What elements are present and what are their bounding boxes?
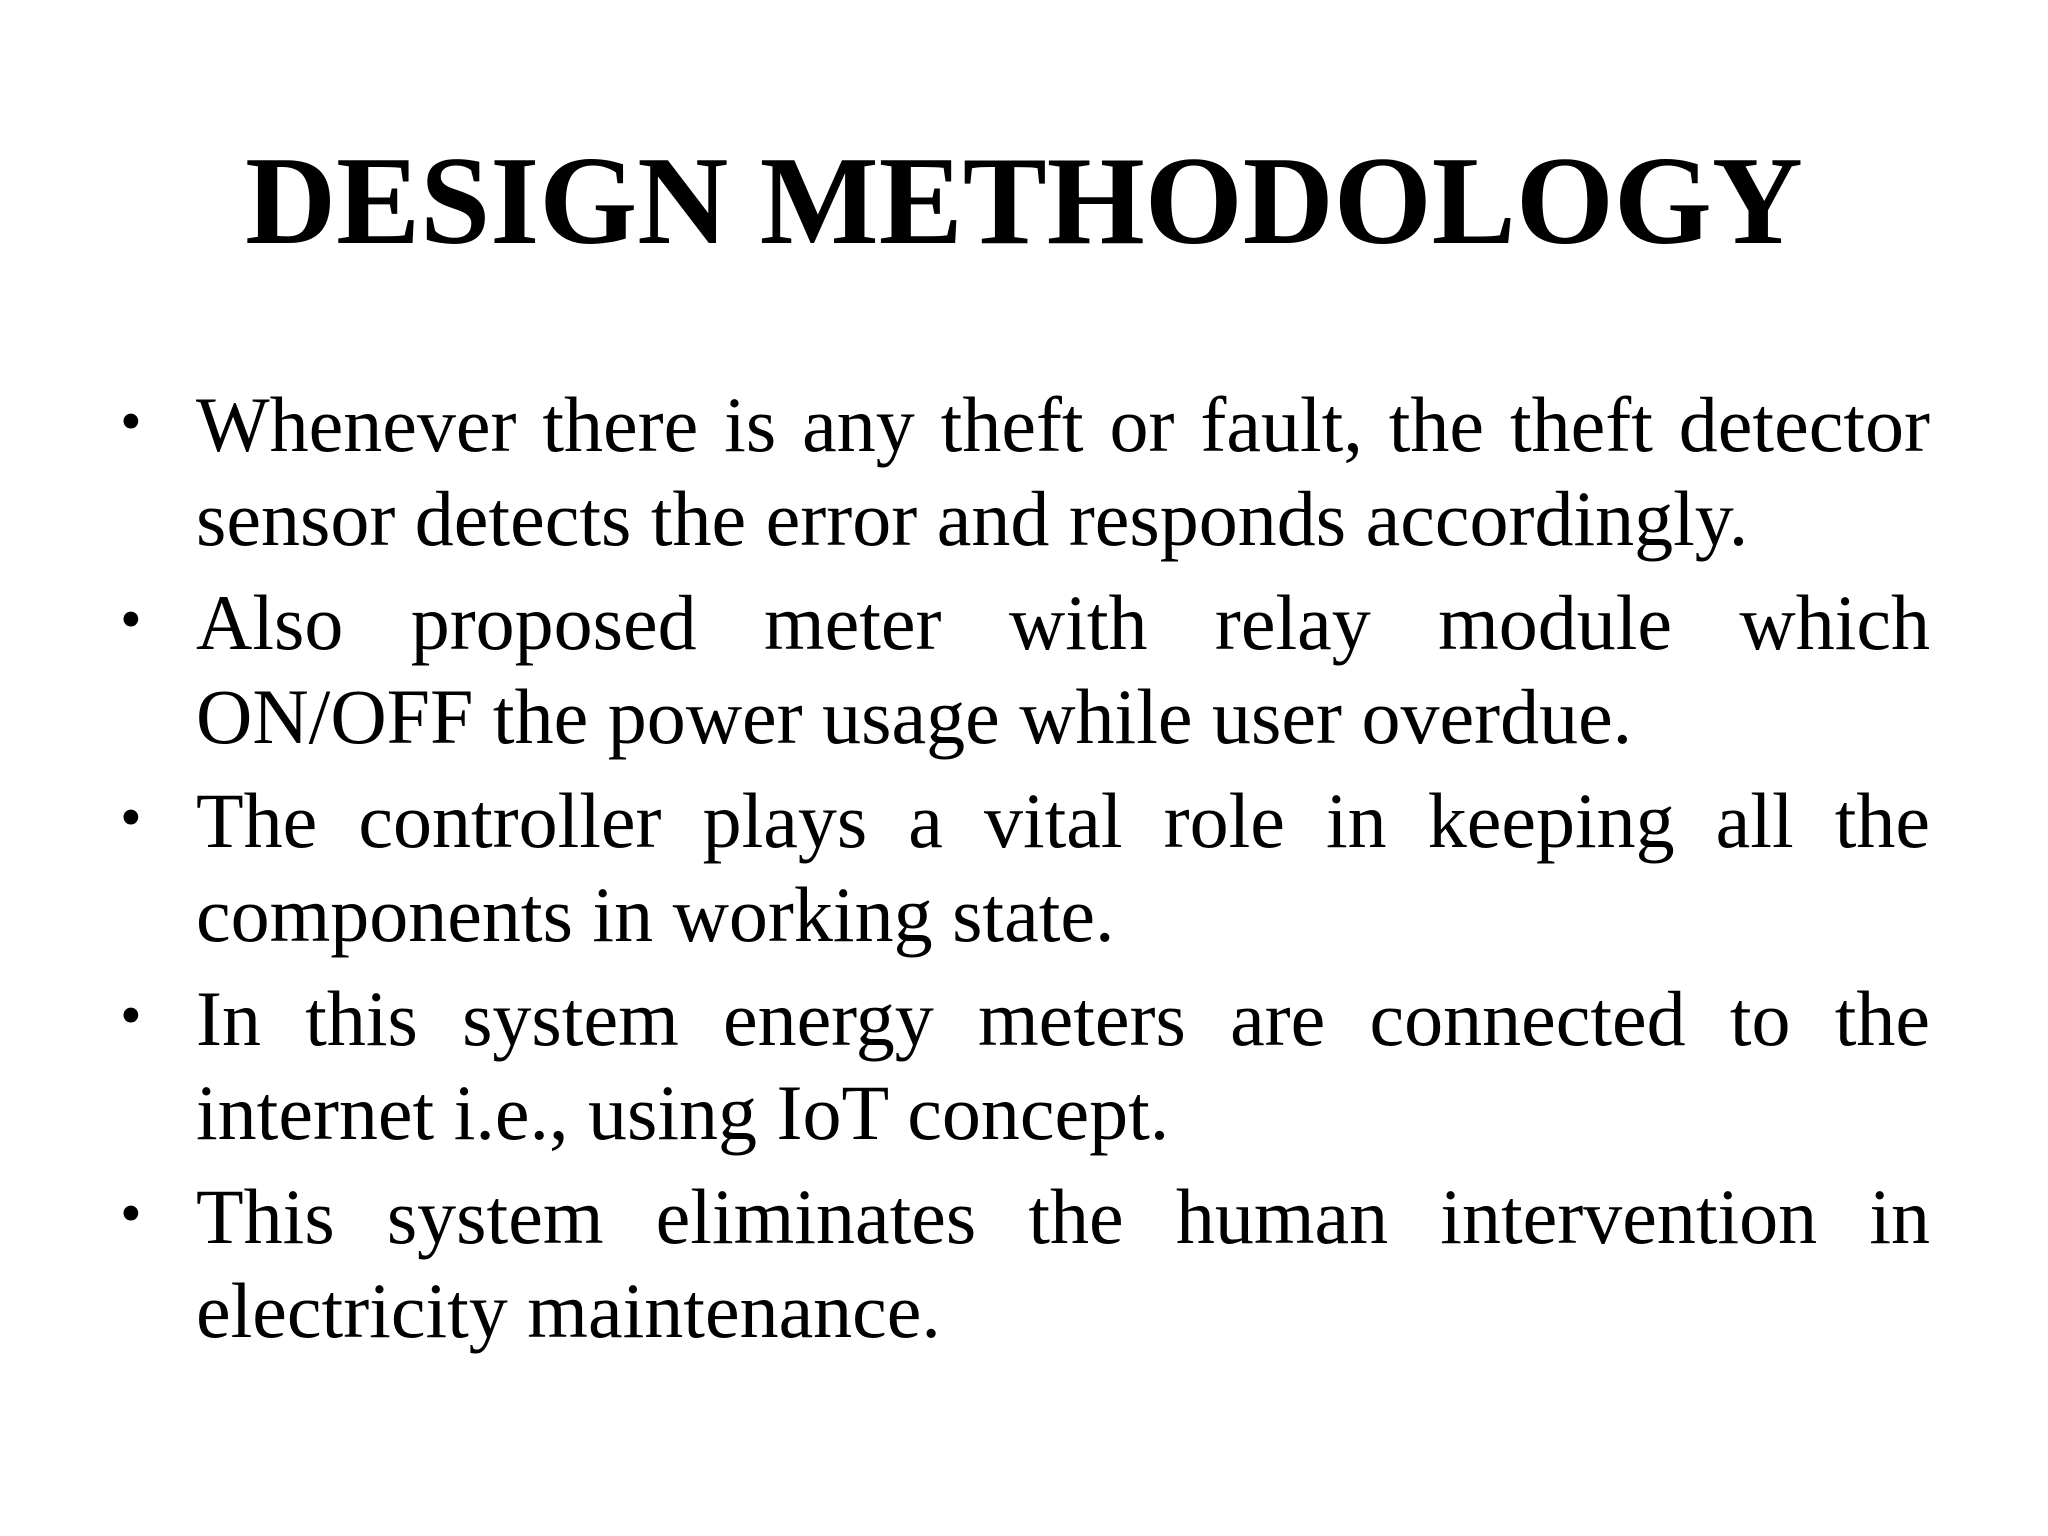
- bullet-text: This system eliminates the human intervention in electricity maintenance.: [196, 1173, 1930, 1354]
- bullet-icon: •: [120, 784, 142, 852]
- bullet-item: [120, 972, 1930, 1160]
- bullet-text: The controller plays a vital role in keeping all the components in working state.: [196, 777, 1930, 958]
- bullet-icon: •: [120, 1180, 142, 1248]
- bullet-icon: •: [120, 388, 142, 456]
- bullet-text: In this system energy meters are connected to the internet i.e., using IoT concept.: [196, 975, 1930, 1156]
- bullet-list: [120, 378, 1930, 1368]
- bullet-item: [120, 576, 1930, 764]
- bullet-item: [120, 1170, 1930, 1358]
- bullet-text: Whenever there is any theft or fault, the theft detector sensor detects the error and responds accordingly.: [196, 381, 1930, 562]
- slide-title: DESIGN METHODOLOGY: [245, 132, 1803, 271]
- bullet-item: [120, 774, 1930, 962]
- bullet-icon: •: [120, 982, 142, 1050]
- bullet-item: [120, 378, 1930, 566]
- bullet-icon: •: [120, 586, 142, 654]
- bullet-text: Also proposed meter with relay module which ON/OFF the power usage while user overdue.: [196, 579, 1930, 760]
